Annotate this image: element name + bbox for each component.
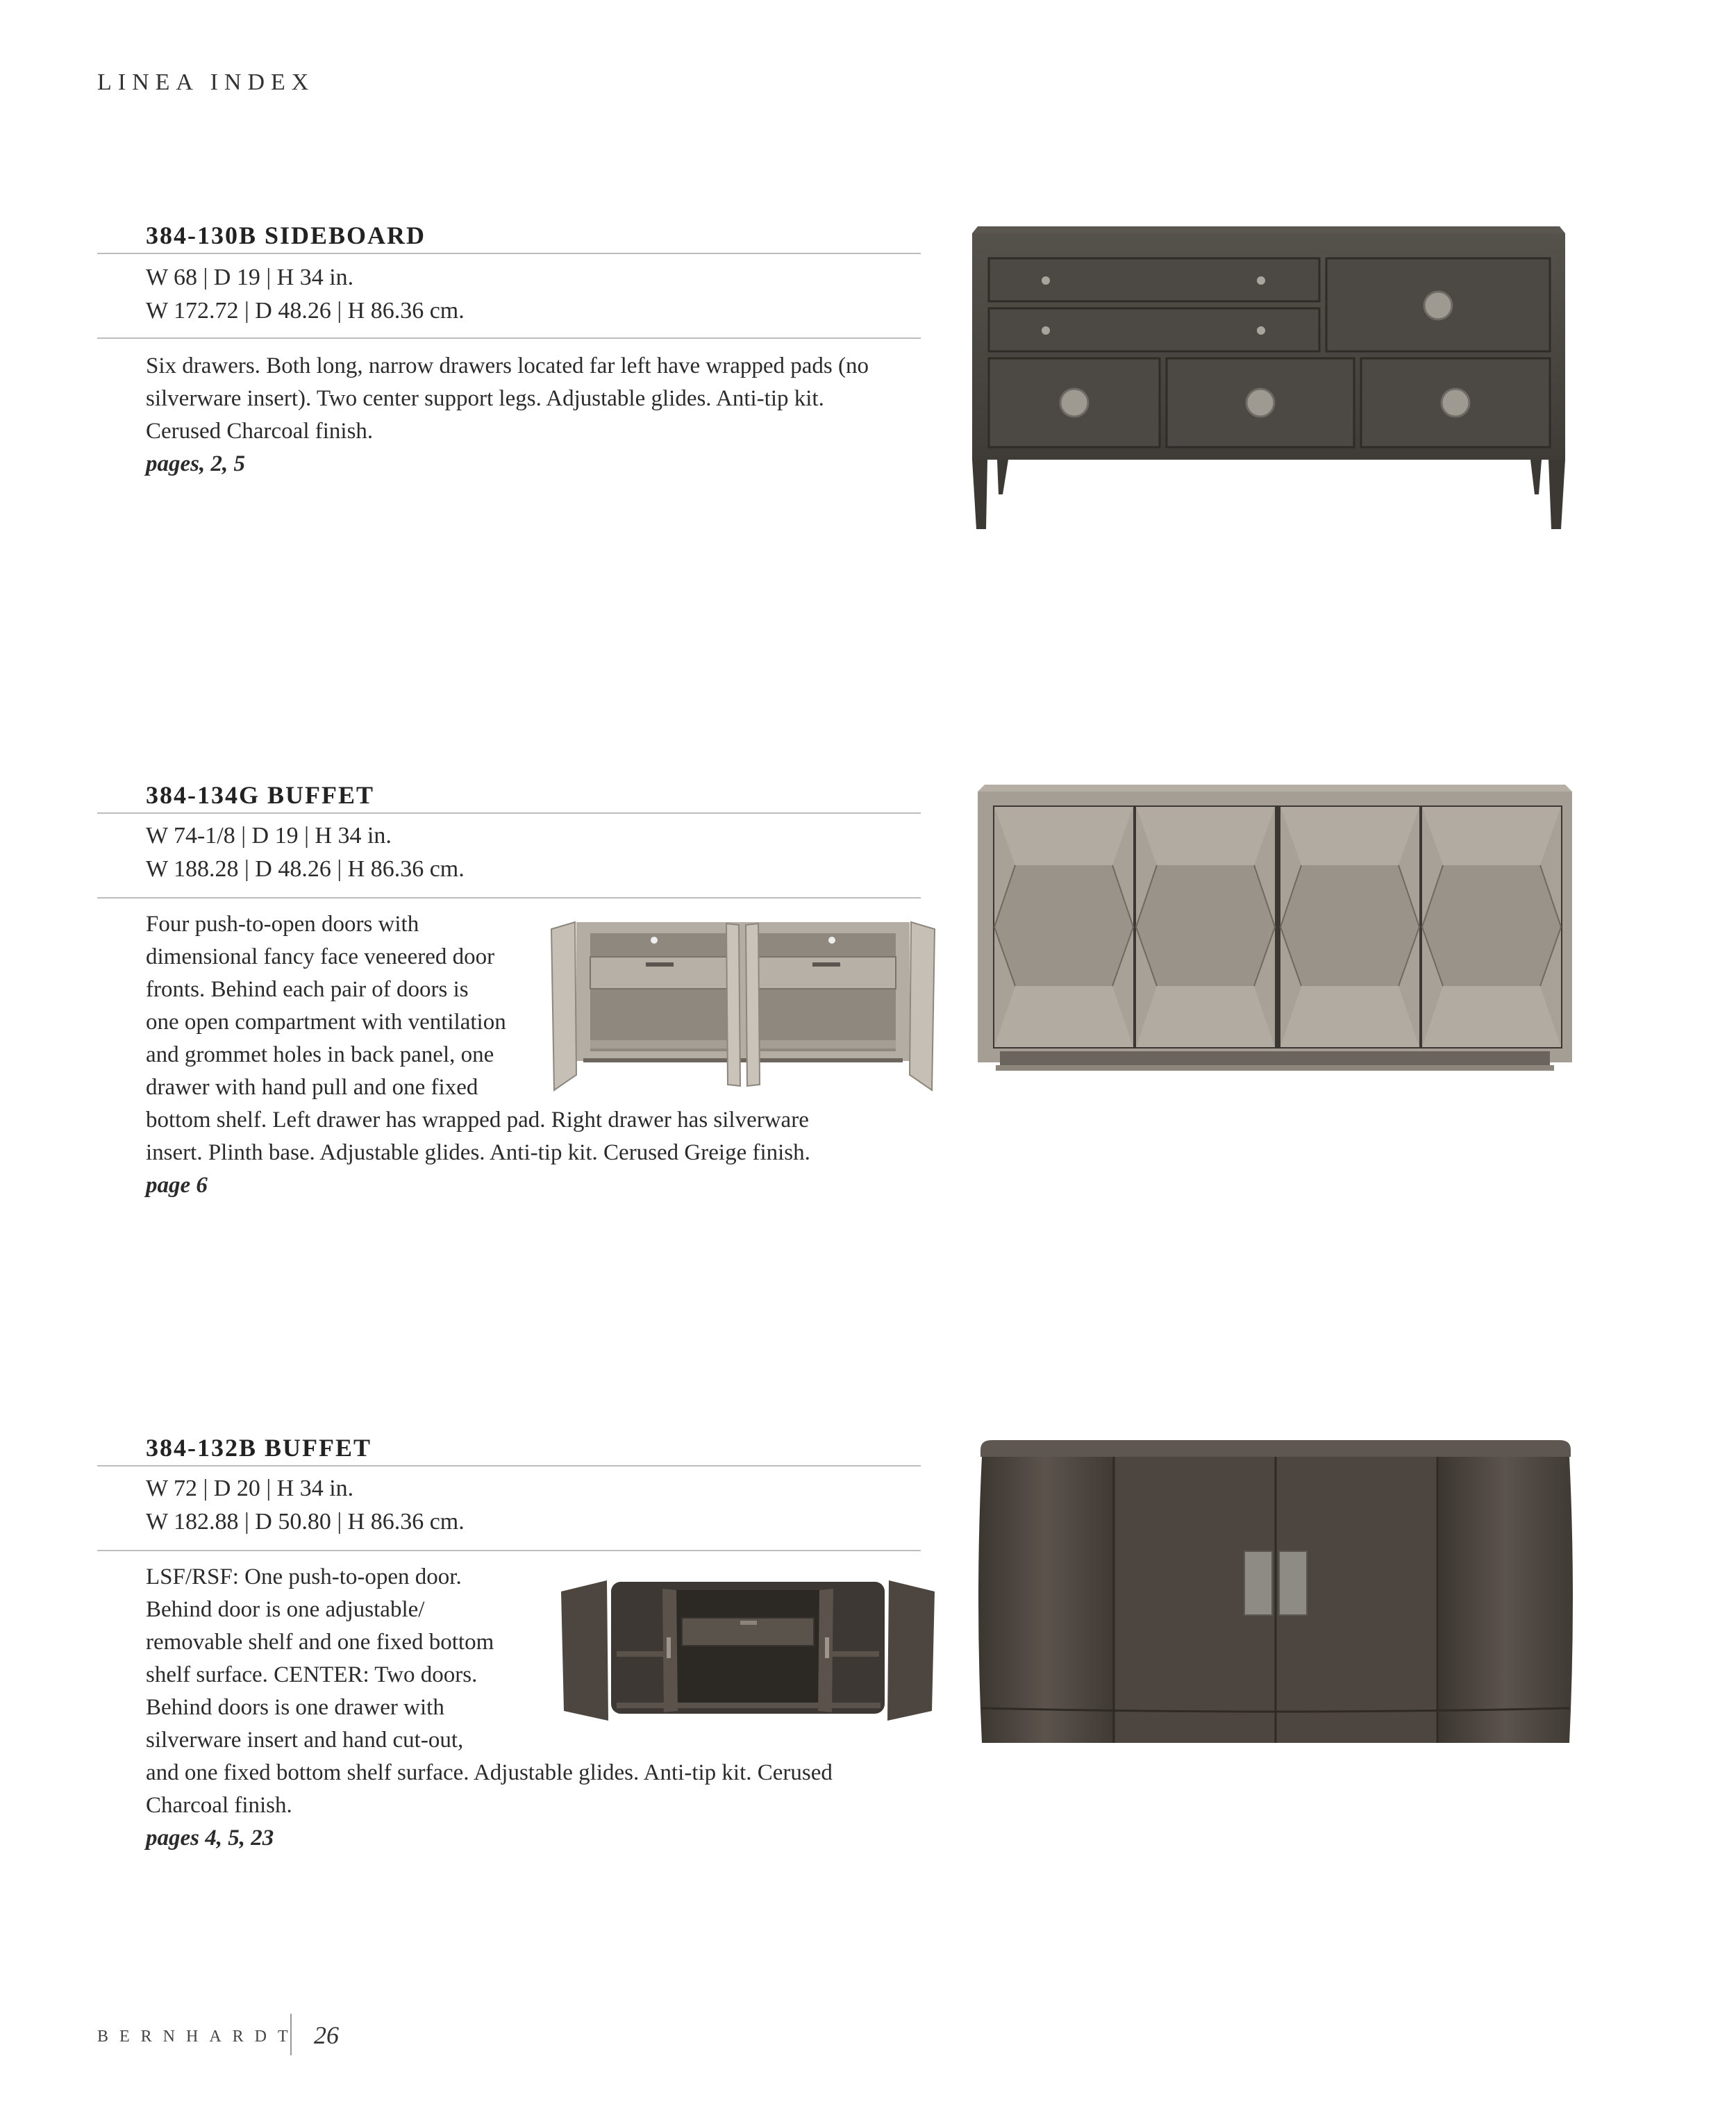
description-line: drawer with hand pull and one fixed [146, 1075, 478, 1100]
sideboard-image [969, 226, 1580, 532]
divider [97, 337, 921, 339]
description-line: one open compartment with ventilation [146, 1010, 506, 1035]
description-line: Charcoal finish. [146, 1793, 292, 1818]
product-title: 384-132B BUFFET [146, 1434, 372, 1462]
description-line: insert. Plinth base. Adjustable glides. Anti-tip kit. Cerused Greige finish. [146, 1140, 810, 1165]
buffet-134g-image [975, 785, 1576, 1079]
description-line: Cerused Charcoal finish. [146, 419, 374, 444]
page-reference: page 6 [146, 1173, 208, 1198]
description-line: Four push-to-open doors with [146, 912, 419, 937]
dimensions-cm: W 188.28 | D 48.26 | H 86.36 cm. [146, 856, 465, 882]
footer-separator [290, 2014, 292, 2055]
dimensions-cm: W 172.72 | D 48.26 | H 86.36 cm. [146, 298, 465, 324]
divider [97, 1550, 921, 1551]
description-line: LSF/RSF: One push-to-open door. [146, 1564, 462, 1589]
product-title: 384-130B SIDEBOARD [146, 222, 426, 249]
product-description [146, 350, 965, 481]
buffet-open-image [549, 915, 937, 1097]
description-line: Behind doors is one drawer with [146, 1695, 444, 1720]
page-header: LINEA INDEX [97, 69, 315, 95]
description-line: and one fixed bottom shelf surface. Adjustable glides. Anti-tip kit. Cerused [146, 1760, 833, 1785]
product-description [146, 908, 937, 1202]
dimensions-in: W 68 | D 19 | H 34 in. [146, 265, 354, 290]
description-line: dimensional fancy face veneered door [146, 944, 495, 969]
page-number: 26 [314, 2021, 339, 2049]
dimensions-in: W 74-1/8 | D 19 | H 34 in. [146, 823, 392, 849]
description-line: Six drawers. Both long, narrow drawers located far left have wrapped pads (no [146, 353, 869, 378]
page-reference: pages, 2, 5 [146, 451, 245, 476]
buffet-132b-image [975, 1437, 1576, 1757]
divider [97, 253, 921, 254]
dimensions-cm: W 182.88 | D 50.80 | H 86.36 cm. [146, 1509, 465, 1535]
description-line: and grommet holes in back panel, one [146, 1042, 494, 1067]
divider [97, 812, 921, 814]
description-line: bottom shelf. Left drawer has wrapped pad. Right drawer has silverware [146, 1108, 809, 1133]
buffet-open-image [558, 1575, 937, 1728]
page-reference: pages 4, 5, 23 [146, 1826, 274, 1851]
divider [97, 1465, 921, 1467]
description-line: shelf surface. CENTER: Two doors. [146, 1662, 478, 1687]
description-line: Behind door is one adjustable/ [146, 1597, 425, 1622]
description-line: fronts. Behind each pair of doors is [146, 977, 469, 1002]
product-description [146, 1561, 937, 1855]
description-line: silverware insert and hand cut-out, [146, 1728, 464, 1753]
product-title: 384-134G BUFFET [146, 781, 375, 809]
footer-brand: BERNHARDT [97, 2028, 299, 2046]
dimensions-in: W 72 | D 20 | H 34 in. [146, 1476, 354, 1501]
divider [97, 897, 921, 899]
description-line: removable shelf and one fixed bottom [146, 1630, 494, 1655]
description-line: silverware insert). Two center support legs. Adjustable glides. Anti-tip kit. [146, 386, 824, 411]
